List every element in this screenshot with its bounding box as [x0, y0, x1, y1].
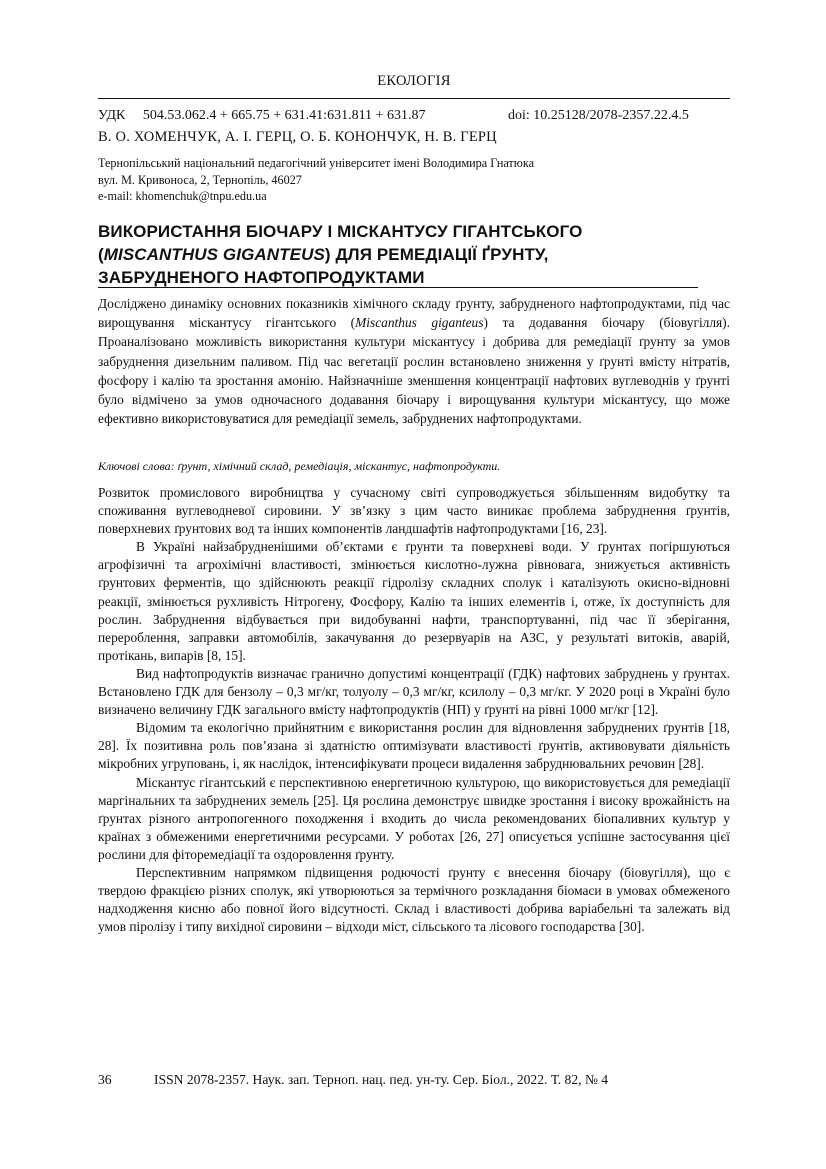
article-body: [98, 484, 730, 936]
title-paren-open: (: [98, 245, 104, 264]
body-paragraph: В Україні найзабрудненішими об’єктами є ґрунти та поверхневі води. У ґрунтах погіршуються агрофізичні та агрохімічні властивості, змінюється кислотно-лужна рівновага, знижується активність ґрунтових ферментів, що здійснюють реакції гідролізу складних сполук і каталізують окисно-відновні реакції, змінюється рухливість Нітрогену, Фосфору, Калію та інших елементів і, отже, їх доступність для рослин. Забруднення відбувається при видобуванні нафти, транспортуванні, під час її зберігання, перероблення, заправки автомобілів, закачування до резервуарів на АЗС, у результаті витоків, аварій, протікань, випарів [8, 15].: [98, 539, 730, 663]
title-latin-name: MISCANTHUS GIGANTEUS: [103, 245, 325, 264]
body-paragraph: Вид нафтопродуктів визначає гранично допустимі концентрації (ГДК) нафтових забруднень у ґрунтах. Встановлено ГДК для бензолу – 0,3 мг/кг, толуолу – 0,3 мг/кг, ксилолу – 0,3 мг/кг. У 2020 році в Україні було визначено величину ГДК загального вмісту нафтопродуктів (НП) у ґрунті на рівні 1000 мг/кг [12].: [98, 665, 730, 718]
body-paragraph: Міскантус гігантський є перспективною енергетичною культурою, що використовується для ремедіації маргінальних та забруднених земель [25]. Ця рослина демонструє швидке зростання і високу врожайність на ґрунтах різного антропогенного походження і входить до числа рекомендованих біопаливних культур у країнах з обмеженими енергетичними ресурсами. У роботах [26, 27] описується успішне застосування цієї рослини для фіторемедіації та оздоровлення ґрунту.: [98, 774, 730, 862]
title-line-2: [98, 243, 730, 266]
abstract: [98, 294, 730, 428]
title-line-2-rest: ) ДЛЯ РЕМЕДІАЦІЇ ҐРУНТУ,: [324, 245, 549, 264]
abstract-latin-name: Miscanthus giganteus: [355, 315, 484, 331]
article-title: [98, 220, 730, 289]
header-divider: [98, 98, 730, 99]
abstract-text-end: ) та додавання біочару (біовугілля). Проаналізовано можливість використання культури міскантусу і добрива для ремедіації ґрунту за умов забруднення дизельним паливом. Під час вегетації рослин встановлено зниження у ґрунті вмісту нітратів, фосфору і калію та зростання амонію. Найзначніше зменшення концентрації нафтових вуглеводнів у ґрунті було відмічено за умов одночасного додавання біочару і вирощування культури міскантусу, що може ефективно використовуватися для ремедіації земель, забруднених нафтопродуктами.: [98, 315, 730, 427]
affiliation-block: [98, 155, 534, 205]
institution-name: Тернопільський національний педагогічний університет імені Володимира Гнатюка: [98, 156, 535, 170]
title-line-1: ВИКОРИСТАННЯ БІОЧАРУ І МІСКАНТУСУ ГІГАНТСЬКОГО: [98, 222, 583, 241]
body-paragraph: Розвиток промислового виробництва у сучасному світі супроводжується збільшенням видобутку та споживання вуглеводневої сировини. У зв’язку з цим часто виникає проблема забруднення ґрунтів, поверхневих ґрунтових вод та інших компонентів ландшафтів нафтопродуктами [16, 23].: [98, 485, 730, 537]
journal-citation: ISSN 2078-2357. Наук. зап. Терноп. нац. пед. ун-ту. Сер. Біол., 2022. Т. 82, № 4: [154, 1072, 609, 1087]
title-line-3: ЗАБРУДНЕНОГО НАФТОПРОДУКТАМИ: [98, 268, 425, 287]
authors-line: В. О. ХОМЕНЧУК, А. І. ГЕРЦ, О. Б. КОНОНЧУК, Н. В. ГЕРЦ: [98, 129, 497, 145]
abstract-text-start: Досліджено динаміку основних показників хімічного складу ґрунту, забрудненого нафтопродуктами, під час вирощування міскантусу гігантського (: [98, 296, 730, 331]
body-paragraph: Відомим та екологічно прийнятним є використання рослин для відновлення забруднених ґрунтів [18, 28]. Їх позитивна роль пов’язана зі здатністю оптимізувати властивості ґрунтів, активовувати діяльність мікробних угруповань, і, як наслідок, інтенсифікувати процеси видалення забруднювальних речовин [28].: [98, 720, 730, 772]
doi-link[interactable]: doi: 10.25128/2078-2357.22.4.5: [508, 108, 689, 123]
udk-code: УДК 504.53.062.4 + 665.75 + 631.41:631.811 + 631.87: [98, 108, 426, 123]
section-heading: ЕКОЛОГІЯ: [377, 73, 451, 89]
page-number: 36: [98, 1072, 112, 1087]
keywords: Ключові слова: ґрунт, хімічний склад, ремедіація, міскантус, нафтопродукти.: [98, 459, 501, 473]
title-underline: [98, 287, 698, 288]
author-email[interactable]: e-mail: khomenchuk@tnpu.edu.ua: [98, 189, 267, 203]
institution-address: вул. М. Кривоноса, 2, Тернопіль, 46027: [98, 172, 302, 187]
body-paragraph: Перспективним напрямком підвищення родючості ґрунту є внесення біочару (біовугілля), що є твердою фракцією різних сполук, які утворюються за термічного розкладання біомаси в умовах обмеженого надходження кисню або повної його відсутності. Склад і властивості добрива варіабельні та залежать від умов піролізу і типу вихідної сировини – відходи міст, сільського та лісового господарства [30].: [98, 864, 730, 935]
